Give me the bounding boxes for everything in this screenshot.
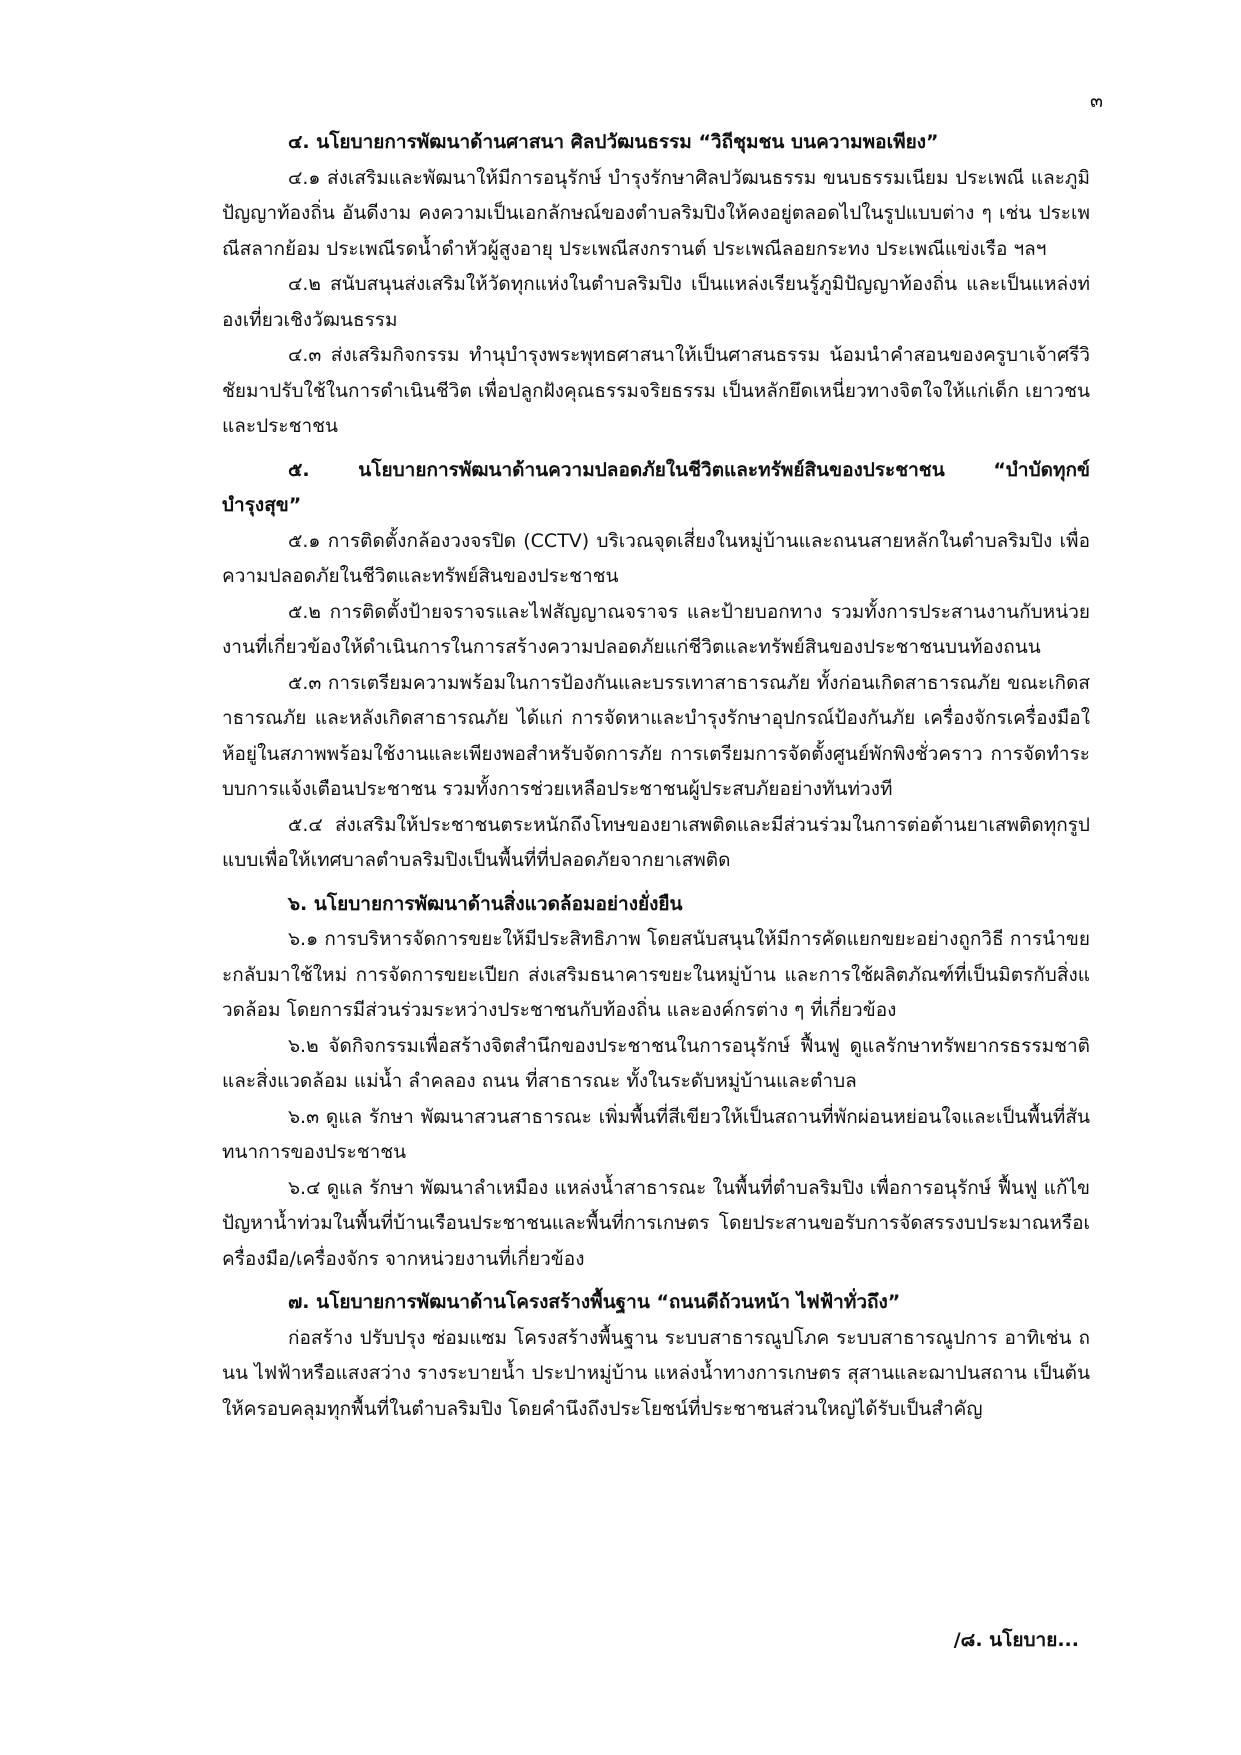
section-6 [222, 887, 1090, 1278]
section-4 [222, 125, 1090, 445]
paragraph: ๔.๑ ส่งเสริมและพัฒนาให้มีการอนุรักษ์ บำรุงรักษาศิลปวัฒนธรรม ขนบธรรมเนียม ประเพณี และภูมิปัญญาท้องถิ่น อันดีงาม คงความเป็นเอกลักษณ์ของตำบลริมปิงให้คงอยู่ตลอดไปในรูปแบบต่าง ๆ เช่น ประเพณีสลากย้อม ประเพณีรดน้ำดำหัวผู้สูงอายุ ประเพณีสงกรานต์ ประเพณีลอยกระทง ประเพณีแข่งเรือ ฯลฯ [222, 166, 1090, 260]
paragraph: ๖.๒ จัดกิจกรรมเพื่อสร้างจิตสำนึกของประชาชนในการอนุรักษ์ ฟื้นฟู ดูแลรักษาทรัพยากรธรรมชาติและสิ่งแวดล้อม แม่น้ำ ลำคลอง ถนน ที่สาธารณะ ทั้งในระดับหมู่บ้านและตำบล [222, 1034, 1090, 1092]
section-heading: ๗. นโยบายการพัฒนาด้านโครงสร้างพื้นฐาน “ถนนดีถ้วนหน้า ไฟฟ้าทั่วถึง” [288, 1291, 901, 1313]
section-heading: ๕. นโยบายการพัฒนาด้านความปลอดภัยในชีวิตและทรัพย์สินของประชาชน “บำบัดทุกข์ บำรุงสุข” [222, 458, 1090, 516]
paragraph: ๕.๑ การติดตั้งกล้องวงจรปิด (CCTV) บริเวณจุดเสี่ยงในหมู่บ้านและถนนสายหลักในตำบลริมปิง เพื่อความปลอดภัยในชีวิตและทรัพย์สินของประชาชน [222, 529, 1090, 587]
page-number: ๓ [1090, 90, 1103, 112]
continuation-marker: /๘. นโยบาย... [953, 1629, 1079, 1651]
paragraph: ๔.๓ ส่งเสริมกิจกรรม ทำนุบำรุงพระพุทธศาสนาให้เป็นศาสนธรรม น้อมนำคำสอนของครูบาเจ้าศรีวิชัยมาปรับใช้ในการดำเนินชีวิต เพื่อปลูกฝังคุณธรรมจริยธรรม เป็นหลักยึดเหนี่ยวทางจิตใจให้แก่เด็ก เยาวชน และประชาชน [222, 344, 1090, 437]
section-7 [222, 1285, 1090, 1427]
paragraph: ๖.๑ การบริหารจัดการขยะให้มีประสิทธิภาพ โดยสนับสนุนให้มีการคัดแยกขยะอย่างถูกวิธี การนำขยะกลับมาใช้ใหม่ การจัดการขยะเปียก ส่งเสริมธนาคารขยะในหมู่บ้าน และการใช้ผลิตภัณฑ์ที่เป็นมิตรกับสิ่งแวดล้อม โดยการมีส่วนร่วมระหว่างประชาชนกับท้องถิ่น และองค์กรต่าง ๆ ที่เกี่ยวข้อง [222, 928, 1090, 1021]
section-heading: ๖. นโยบายการพัฒนาด้านสิ่งแวดล้อมอย่างยั่งยืน [288, 892, 683, 915]
paragraph: ๖.๓ ดูแล รักษา พัฒนาสวนสาธารณะ เพิ่มพื้นที่สีเขียวให้เป็นสถานที่พักผ่อนหย่อนใจและเป็นพื้นที่สันทนาการของประชาชน [222, 1105, 1090, 1163]
paragraph: ๕.๓ การเตรียมความพร้อมในการป้องกันและบรรเทาสาธารณภัย ทั้งก่อนเกิดสาธารณภัย ขณะเกิดสาธารณภัย และหลังเกิดสาธารณภัย ได้แก่ การจัดหาและบำรุงรักษาอุปกรณ์ป้องกันภัย เครื่องจักรเครื่องมือให้อยู่ในสภาพพร้อมใช้งานและเพียงพอสำหรับจัดการภัย การเตรียมการจัดตั้งศูนย์พักพิงชั่วคราว การจัดทำระบบการแจ้งเตือนประชาชน รวมทั้งการช่วยเหลือประชาชนผู้ประสบภัยอย่างทันท่วงที [222, 671, 1090, 800]
paragraph: ก่อสร้าง ปรับปรุง ซ่อมแซม โครงสร้างพื้นฐาน ระบบสาธารณูปโภค ระบบสาธารณูปการ อาทิเช่น ถนน ไฟฟ้าหรือแสงสว่าง รางระบายน้ำ ประปาหมู่บ้าน แหล่งน้ำทางการเกษตร สุสานและฌาปนสถาน เป็นต้น ให้ครอบคลุมทุกพื้นที่ในตำบลริมปิง โดยคำนึงถึงประโยชน์ที่ประชาชนส่วนใหญ่ได้รับเป็นสำคัญ [222, 1326, 1090, 1420]
document-body [222, 125, 1090, 1435]
paragraph: ๔.๒ สนับสนุนส่งเสริมให้วัดทุกแห่งในตำบลริมปิง เป็นแหล่งเรียนรู้ภูมิปัญญาท้องถิ่น และเป็นแหล่งท่องเที่ยวเชิงวัฒนธรรม [222, 273, 1090, 331]
section-heading: ๔. นโยบายการพัฒนาด้านศาสนา ศิลปวัฒนธรรม “วิถีชุมชน บนความพอเพียง” [288, 131, 939, 153]
paragraph: ๕.๔ ส่งเสริมให้ประชาชนตระหนักถึงโทษของยาเสพติดและมีส่วนร่วมในการต่อต้านยาเสพติดทุกรูปแบบเพื่อให้เทศบาลตำบลริมปิงเป็นพื้นที่ที่ปลอดภัยจากยาเสพติด [222, 813, 1090, 871]
paragraph: ๖.๔ ดูแล รักษา พัฒนาลำเหมือง แหล่งน้ำสาธารณะ ในพื้นที่ตำบลริมปิง เพื่อการอนุรักษ์ ฟื้นฟู แก้ไขปัญหาน้ำท่วมในพื้นที่บ้านเรือนประชาชนและพื้นที่การเกษตร โดยประสานขอรับการจัดสรรงบประมาณหรือเครื่องมือ/เครื่องจักร จากหน่วยงานที่เกี่ยวข้อง [222, 1176, 1090, 1270]
paragraph: ๕.๒ การติดตั้งป้ายจราจรและไฟสัญญาณจราจร และป้ายบอกทาง รวมทั้งการประสานงานกับหน่วยงานที่เกี่ยวข้องให้ดำเนินการในการสร้างความปลอดภัยแก่ชีวิตและทรัพย์สินของประชาชนบนท้องถนน [222, 600, 1090, 658]
section-5 [222, 453, 1090, 879]
